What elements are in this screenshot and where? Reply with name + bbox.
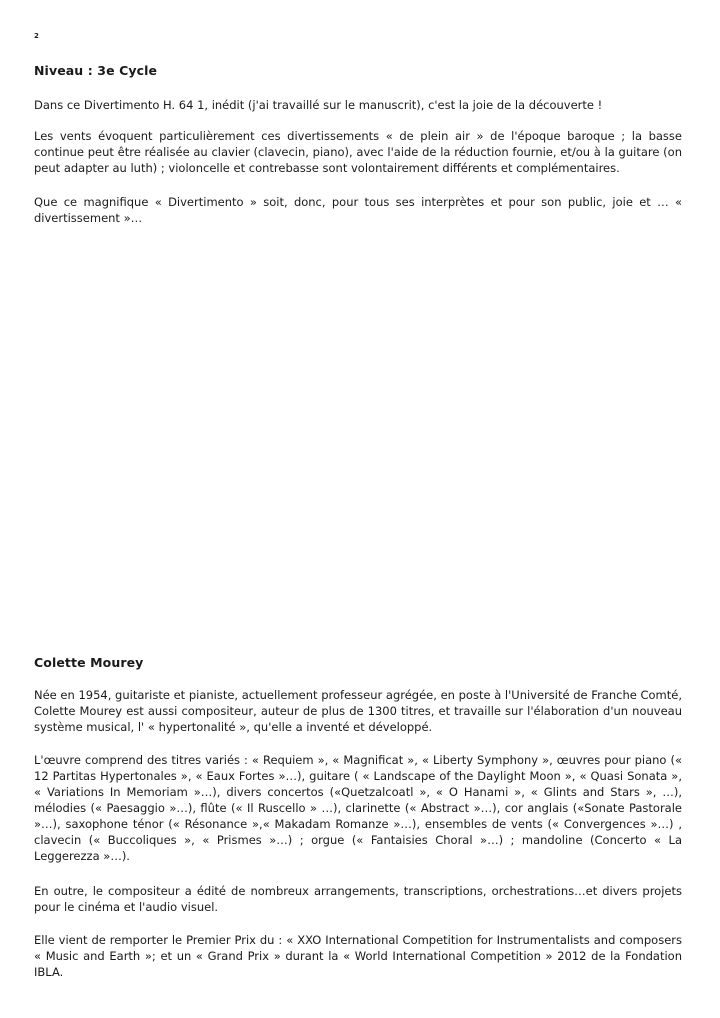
biography-paragraph: Née en 1954, guitariste et pianiste, actuellement professeur agrégée, en poste à l'Université de Franche Comté, Colette Mourey est aussi compositeur, auteur de plus de 1300 titres, et travaille sur l'élaboration d'un nouveau système musical, l' « hypertonalité », qu'elle a inventé et développé.: [34, 688, 682, 734]
closing-paragraph: Que ce magnifique « Divertimento » soit, donc, pour tous ses interprètes et pour son public, joie et … « divertissement »…: [34, 195, 682, 225]
intro-paragraph: Dans ce Divertimento H. 64 1, inédit (j'ai travaillé sur le manuscrit), c'est la joie de la découverte !: [34, 98, 603, 112]
winds-paragraph: Les vents évoquent particulièrement ces divertissements « de plein air » de l'époque baroque ; la basse continue peut être réalisée au clavier (clavecin, piano), avec l'aide de la réduction fournie, et/ou à la guitare (on peut adapter au luth) ; violoncelle et contrebasse sont volontairement différents et complémentaires.: [34, 129, 682, 175]
page-number: 2: [34, 32, 39, 40]
author-heading: Colette Mourey: [34, 655, 144, 670]
works-paragraph: L'œuvre comprend des titres variés : « Requiem », « Magnificat », « Liberty Symphony », œuvres pour piano (« 12 Partitas Hypertonales », « Eaux Fortes »…), guitare ( « Landscape of the Daylight Moon », « Quasi Sonata », « Variations In Memoriam »…), divers concertos («Quetzalcoatl », « O Hanami », « Glints and Stars », …), mélodies (« Paesaggio »…), flûte (« Il Ruscello » …), clarinette (« Abstract »…), cor anglais («Sonate Pastorale »…), saxophone ténor (« Résonance »,« Makadam Romanze »…), ensembles de vents (« Convergences »…) , clavecin (« Buccoliques », « Prismes »…) ; orgue (« Fantaisies Choral »…) ; mandoline (Concerto « La Leggerezza »…).: [34, 753, 682, 863]
level-heading: Niveau : 3e Cycle: [34, 63, 158, 78]
awards-paragraph: Elle vient de remporter le Premier Prix du : « XXO International Competition for Instrumentalists and composers « Music and Earth »; et un « Grand Prix » durant la « World International Competition » 2012 de la Fondation IBLA.: [34, 933, 682, 979]
arrangements-paragraph: En outre, le compositeur a édité de nombreux arrangements, transcriptions, orchestrations…et divers projets pour le cinéma et l'audio visuel.: [34, 884, 682, 914]
